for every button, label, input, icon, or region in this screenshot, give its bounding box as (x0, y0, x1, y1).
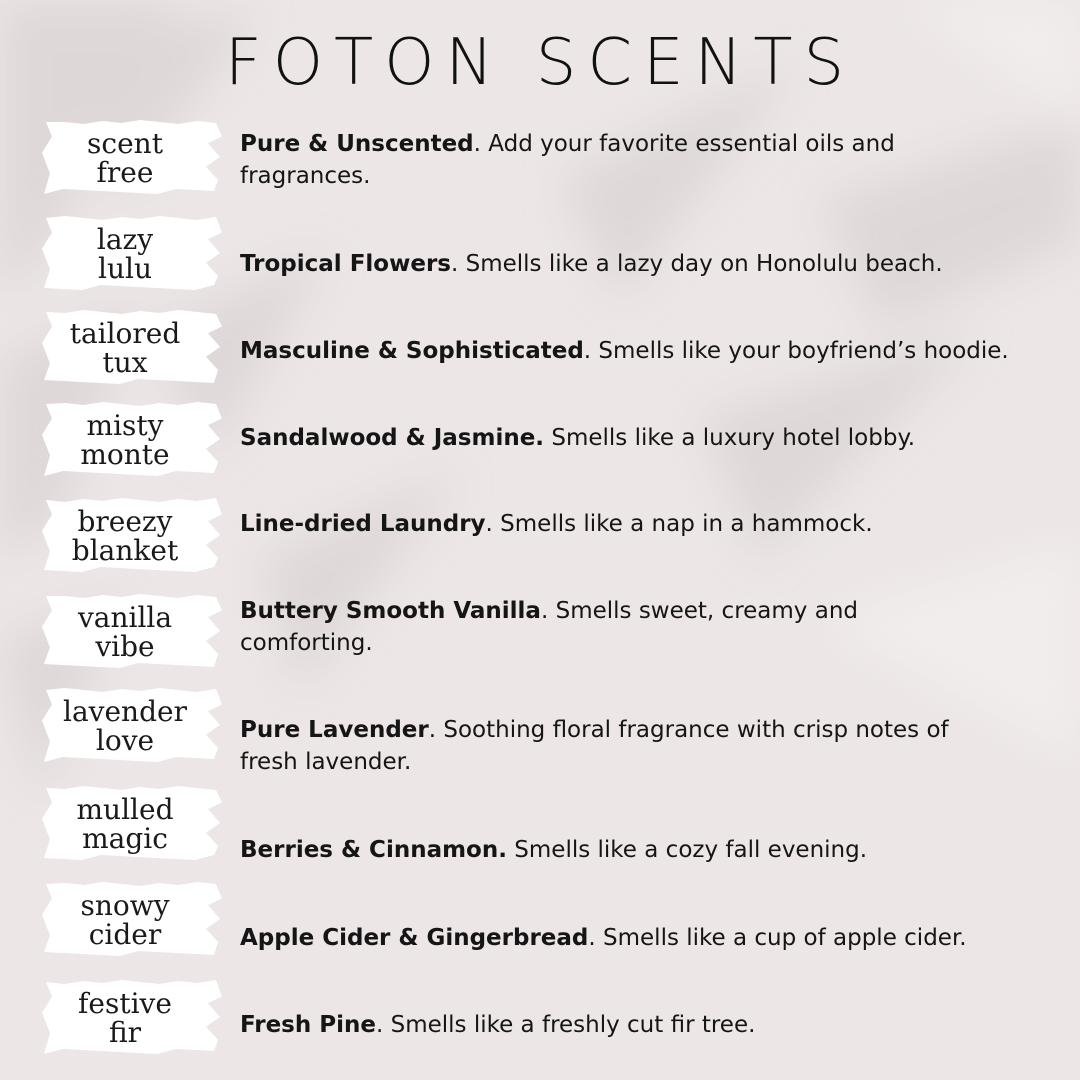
scent-name-line1: vanilla (77, 601, 173, 634)
scent-name-line2: lulu (98, 252, 152, 285)
scent-label-vanilla-vibe (40, 590, 230, 674)
scent-name-line2: vibe (95, 630, 155, 663)
scent-description-bold: Tropical Flowers (240, 251, 451, 277)
scent-description-rest: . Add your favorite essential oils and fragrances. (240, 131, 895, 189)
scent-name-line2: free (96, 156, 154, 189)
scent-description-rest: . Smells like a cup of apple cider. (588, 925, 967, 951)
scent-description-rest: . Smells like a freshly cut fir tree. (375, 1012, 756, 1038)
scent-name-line1: lazy (96, 223, 154, 256)
scent-name-line1: scent (87, 127, 163, 160)
scent-description (240, 508, 1030, 540)
scent-name-line2: monte (80, 438, 170, 471)
scent-label-tailored-tux (40, 306, 230, 390)
scent-description-rest: . Smells like a lazy day on Honolulu beach. (450, 251, 943, 277)
scent-label-lavender-love (40, 684, 230, 768)
scent-name-line2: love (95, 724, 155, 757)
scent-label-festive-fir (40, 976, 230, 1060)
scent-description-bold: Masculine & Sophisticated (240, 338, 584, 364)
scent-description-rest: . Smells like your boyfriend’s hoodie. (583, 338, 1009, 364)
scent-name-line1: misty (86, 409, 164, 442)
scent-description-bold: Apple Cider & Gingerbread (240, 925, 589, 951)
scent-name-line2: fir (108, 1016, 142, 1049)
scent-name-line1: festive (78, 987, 172, 1020)
page-title: FOTON SCENTS (224, 26, 856, 100)
scent-name-line2: blanket (71, 534, 179, 567)
scent-name-line1: mulled (76, 793, 174, 826)
scent-description-rest: . Soothing floral fragrance with crisp notes of fresh lavender. (240, 717, 949, 775)
scent-description-rest: . Smells like a nap in a hammock. (485, 511, 873, 537)
scent-description (240, 335, 1030, 367)
scent-description-bold: Buttery Smooth Vanilla (240, 598, 541, 624)
scent-description-bold: Pure Lavender (240, 717, 429, 743)
scent-description (240, 1009, 1030, 1041)
scent-label-snowy-cider (40, 878, 230, 962)
scent-description (240, 834, 1030, 866)
scent-name-line2: tux (102, 346, 148, 379)
scent-description-rest: Smells like a cozy fall evening. (506, 837, 868, 863)
scent-description-bold: Sandalwood & Jasmine. (240, 425, 545, 451)
scent-description (240, 714, 1000, 778)
scent-name-line1: breezy (77, 505, 173, 538)
scent-description (240, 128, 940, 192)
scent-description (240, 922, 1030, 954)
scent-description (240, 248, 1030, 280)
scent-description (240, 595, 880, 659)
scent-description-bold: Line-dried Laundry (240, 511, 486, 537)
scent-name-line1: snowy (80, 889, 170, 922)
scent-label-misty-monte (40, 398, 230, 482)
scent-label-lazy-lulu (40, 212, 230, 296)
scent-label-breezy-blanket (40, 494, 230, 578)
scent-name-line2: magic (82, 822, 168, 855)
scent-description (240, 422, 1030, 454)
scent-name-line2: cider (88, 918, 162, 951)
scent-description-bold: Pure & Unscented (240, 131, 474, 157)
scent-description-rest: Smells like a luxury hotel lobby. (544, 425, 916, 451)
scent-name-line1: lavender (63, 695, 187, 728)
scent-name-line1: tailored (69, 317, 181, 350)
scent-label-mulled-magic (40, 782, 230, 866)
scent-description-rest: . Smells sweet, creamy and comforting. (240, 598, 858, 656)
scent-description-bold: Fresh Pine (240, 1012, 376, 1038)
scent-description-bold: Berries & Cinnamon. (240, 837, 507, 863)
scent-label-scent-free (40, 116, 230, 200)
